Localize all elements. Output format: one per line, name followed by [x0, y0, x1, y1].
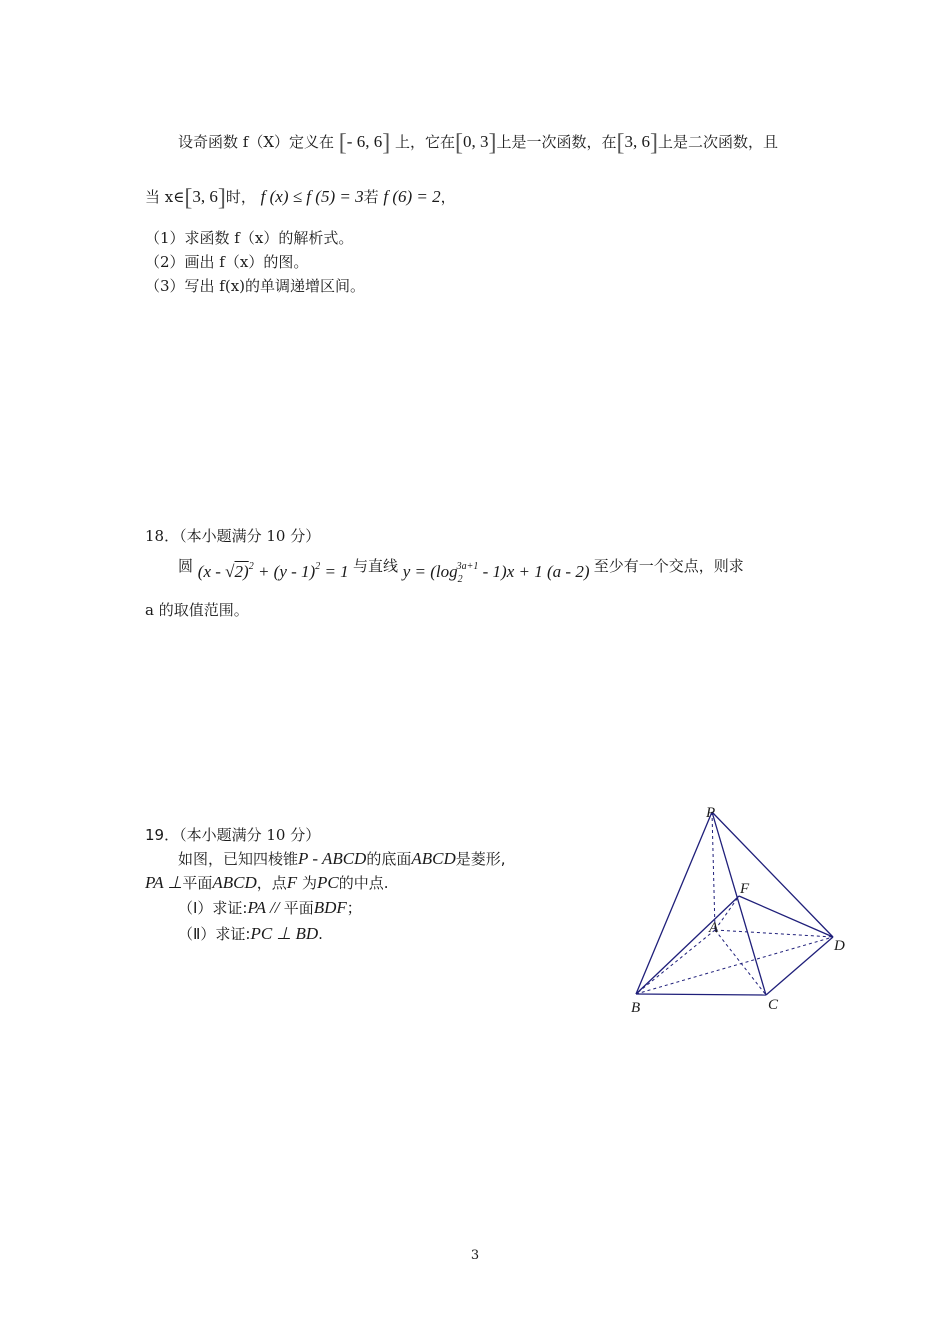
- vertex-label-F: F: [740, 881, 750, 897]
- p17-text: 设奇函数 f（X）定义在: [178, 133, 334, 151]
- p18-line1: [178, 556, 744, 590]
- page-number: 3: [470, 1248, 480, 1263]
- edge-AF: [715, 896, 739, 930]
- p17-question-1: （1）求函数 f（x）的解析式。: [145, 229, 354, 247]
- p17-line1: 设奇函数 f（X）定义在 [- 6, 6] 上，它在[0, 3]上是一次函数，在[3, 6]上是二次函数，且: [178, 130, 779, 156]
- interval: 0, 3: [463, 132, 489, 151]
- edge-PA: [712, 812, 715, 930]
- vertex-label-P: P: [706, 805, 716, 821]
- inequality: f (x) ≤ f (5) = 3: [260, 187, 364, 206]
- pyramid-figure: [620, 800, 860, 1020]
- vertex-label-D: D: [834, 938, 845, 954]
- p17-text: 上，它在: [394, 133, 455, 151]
- p17-text: 若: [363, 188, 379, 206]
- edge-AB: [636, 930, 715, 994]
- edge-AC: [715, 930, 766, 995]
- p17-text: 上是一次函数，在: [496, 133, 617, 151]
- p18-line2: a 的取值范围。: [145, 601, 249, 619]
- line-equation: $y = (\log_2^{3a+1} - 1)x + 1$ (a - 2): [402, 561, 590, 585]
- p17-text: 上是二次函数，且: [658, 133, 779, 151]
- circle-equation: (x - √2)$^2$ + (y - 1)$^2$ = 1: [197, 561, 349, 581]
- vertex-label-A: A: [709, 920, 719, 936]
- edge-BF: [636, 896, 739, 994]
- p19-header: 19．（本小题满分 10 分）: [145, 826, 321, 844]
- interval: 3, 6: [192, 187, 218, 206]
- p17-text: 当 x∈: [145, 188, 185, 206]
- p19-part-1: （Ⅰ）求证:PA // 平面BDF；: [178, 898, 362, 917]
- condition: f (6) = 2: [383, 187, 441, 206]
- interval: - 6, 6: [346, 132, 383, 151]
- p18-header: 18．（本小题满分 10 分）: [145, 527, 321, 545]
- p18-text: 至少有一个交点，则求: [593, 557, 744, 575]
- p17-question-3: （3）写出 f(x)的单调递增区间。: [145, 277, 366, 295]
- p18-text: 圆: [178, 557, 194, 575]
- p19-part-2: （Ⅱ）求证:PC ⊥ BD.: [178, 924, 323, 943]
- p17-text: ，: [440, 188, 456, 206]
- edge-PB: [636, 812, 712, 994]
- p17-question-2: （2）画出 f（x）的图。: [145, 253, 309, 271]
- p17-text: 时，: [225, 188, 256, 206]
- p18-text: 与直线: [352, 557, 398, 575]
- edge-AD: [715, 930, 833, 937]
- vertex-label-B: B: [631, 1000, 641, 1016]
- p19-line2: PA ⊥平面ABCD，点F 为PC的中点.: [145, 873, 389, 892]
- interval: 3, 6: [624, 132, 651, 151]
- sqrt-icon: √: [225, 562, 235, 581]
- p19-line1: 如图，已知四棱锥P - ABCD的底面ABCD是菱形,: [178, 849, 506, 868]
- edge-BC: [636, 994, 766, 995]
- vertex-label-C: C: [768, 997, 779, 1013]
- p17-line2: 当 x∈[3, 6]时， f (x) ≤ f (5) = 3若 f (6) = 2，: [145, 185, 456, 211]
- edge-CD: [766, 937, 833, 995]
- edge-FD: [739, 896, 833, 937]
